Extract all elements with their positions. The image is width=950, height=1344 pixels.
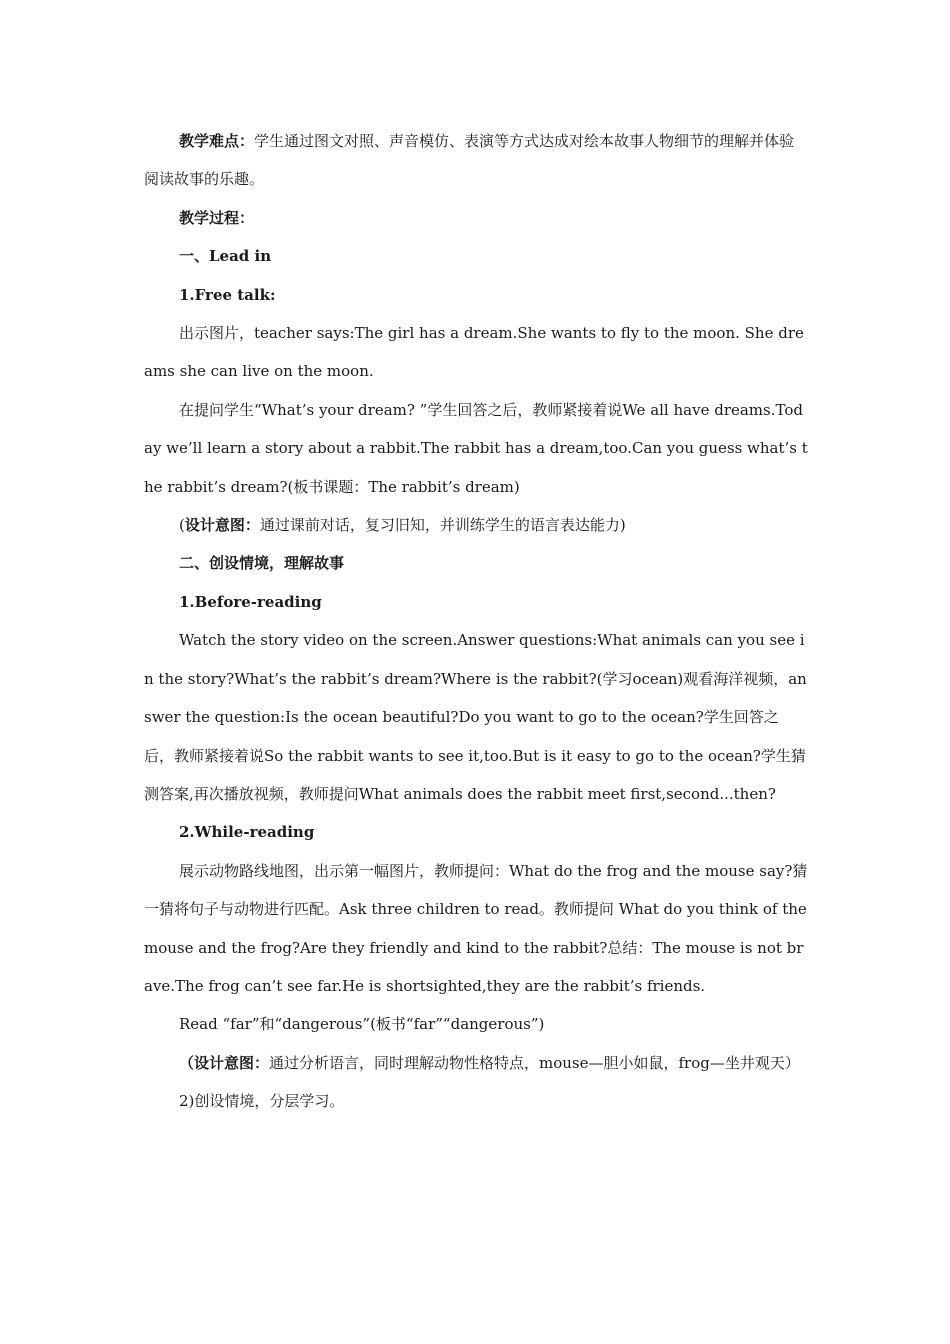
heading-teaching-process: 教学过程：	[179, 208, 255, 227]
paragraph-layered-learning: 2)创设情境，分层学习。	[179, 1092, 345, 1111]
heading-while-reading: 2.While-reading	[179, 823, 315, 842]
design-intent-text-2: 通过分析语言，同时理解动物性格特点，mouse—胆小如鼠，frog—坐井观天）	[269, 1053, 800, 1072]
paragraph-before-reading: Watch the story video on the screen.Answer questions:What animals can you see in the story?What’s the rabbit’s dream?Where is the rabbit?(学习ocean)观看海洋视频，answer the question:Is the ocean beautiful?Do you want to go to the ocean?学生回答之后，教师紧接着说So the rabbit wants to see it,too.But is it easy to go to the ocean?学生猜测答案,再次播放视频，教师提问What animals does the rabbit meet first,second...then?	[144, 631, 807, 803]
paragraph-free-talk: 出示图片，teacher says:The girl has a dream.She wants to fly to the moon. She dreams she can live on the moon.	[144, 324, 804, 381]
design-intent-text: 通过课前对话，复习旧知，并训练学生的语言表达能力)	[259, 516, 626, 535]
heading-lead-in: 一、Lead in	[179, 247, 272, 266]
heading-before-reading: 1.Before-reading	[179, 592, 322, 611]
heading-create-context: 二、创设情境，理解故事	[179, 554, 345, 573]
paragraph-dream-question: 在提问学生“What’s your dream? ”学生回答之后，教师紧接着说We all have dreams.Today we’ll learn a story about a rabbit.The rabbit has a dream,too.Can you guess what’s the rabbit’s dream?(板书课题：The rabbit’s dream)	[144, 400, 808, 496]
design-intent-label: 设计意图：	[184, 516, 260, 535]
paragraph-teaching-difficulty	[144, 122, 808, 199]
document-body	[144, 122, 808, 1121]
design-intent-label-2: （设计意图：	[179, 1053, 270, 1072]
paragraph-design-intent-2	[144, 1044, 808, 1082]
paragraph-read-words: Read “far”和“dangerous”(板书“far”“dangerous”)	[179, 1015, 545, 1034]
paragraph-design-intent-1	[144, 506, 808, 544]
teaching-difficulty-label: 教学难点：	[179, 132, 255, 150]
design-intent-open-paren: (	[179, 516, 185, 535]
paragraph-while-reading: 展示动物路线地图，出示第一幅图片，教师提问：What do the frog and the mouse say?猜一猜将句子与动物进行匹配。Ask three children to read。教师提问 What do you think of the mouse and the frog?Are they friendly and kind to the rabbit?总结：The mouse is not brave.The frog can’t see far.He is shortsighted,they are the rabbit’s friends.	[144, 861, 808, 995]
heading-free-talk: 1.Free talk:	[179, 285, 276, 304]
teaching-difficulty-text: 学生通过图文对照、声音模仿、表演等方式达成对绘本故事人物细节的理解并体验阅读故事的乐趣。	[144, 132, 795, 189]
